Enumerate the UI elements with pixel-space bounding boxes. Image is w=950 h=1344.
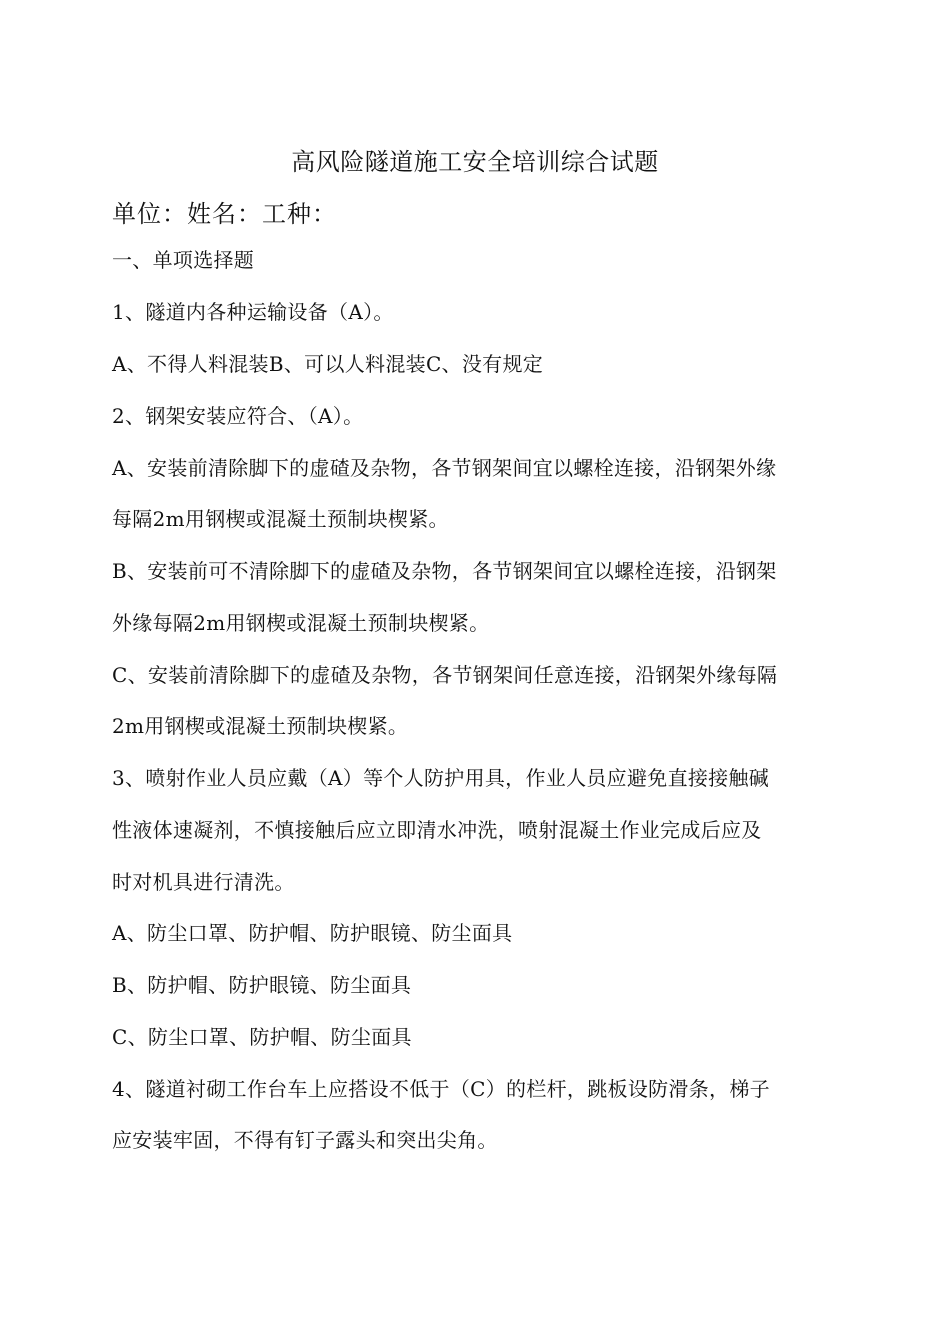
question-3-option-a: A、防尘口罩、防护帽、防护眼镜、防尘面具 — [112, 921, 513, 945]
document-title: 高风险隧道施工安全培训综合试题 — [291, 148, 659, 176]
question-4-line-1: 4、隧道衬砌工作台车上应搭设不低于（C）的栏杆，跳板设防滑条，梯子 — [112, 1077, 770, 1101]
question-3-line-1: 3、喷射作业人员应戴（A）等个人防护用具，作业人员应避免直接接触碱 — [112, 766, 770, 790]
question-2-option-b-line-2: 外缘每隔2m用钢楔或混凝土预制块楔紧。 — [112, 611, 490, 635]
question-2-option-c-line-1: C、安装前清除脚下的虚碴及杂物，各节钢架间任意连接，沿钢架外缘每隔 — [112, 663, 778, 687]
question-2-option-c-line-2: 2m用钢楔或混凝土预制块楔紧。 — [112, 714, 409, 738]
question-2: 2、钢架安装应符合、（A）。 — [112, 404, 364, 428]
question-3-line-2: 性液体速凝剂，不慎接触后应立即清水冲洗，喷射混凝土作业完成后应及 — [112, 818, 762, 842]
form-header-fields: 单位：姓名：工种： — [112, 200, 337, 228]
question-3-line-3: 时对机具进行清洗。 — [112, 870, 295, 894]
question-2-option-a-line-2: 每隔2m用钢楔或混凝土预制块楔紧。 — [112, 507, 449, 531]
question-2-option-b-line-1: B、安装前可不清除脚下的虚碴及杂物，各节钢架间宜以螺栓连接，沿钢架 — [112, 559, 777, 583]
question-2-option-a-line-1: A、安装前清除脚下的虚碴及杂物，各节钢架间宜以螺栓连接，沿钢架外缘 — [112, 456, 777, 480]
question-1-options: A、不得人料混装B、可以人料混装C、没有规定 — [112, 352, 544, 376]
question-3-option-b: B、防护帽、防护眼镜、防尘面具 — [112, 973, 412, 997]
question-4-line-2: 应安装牢固，不得有钉子露头和突出尖角。 — [112, 1128, 498, 1152]
question-3-option-c: C、防尘口罩、防护帽、防尘面具 — [112, 1025, 412, 1049]
question-1: 1、隧道内各种运输设备（A）。 — [112, 300, 394, 324]
section-heading: 一、单项选择题 — [112, 248, 255, 272]
